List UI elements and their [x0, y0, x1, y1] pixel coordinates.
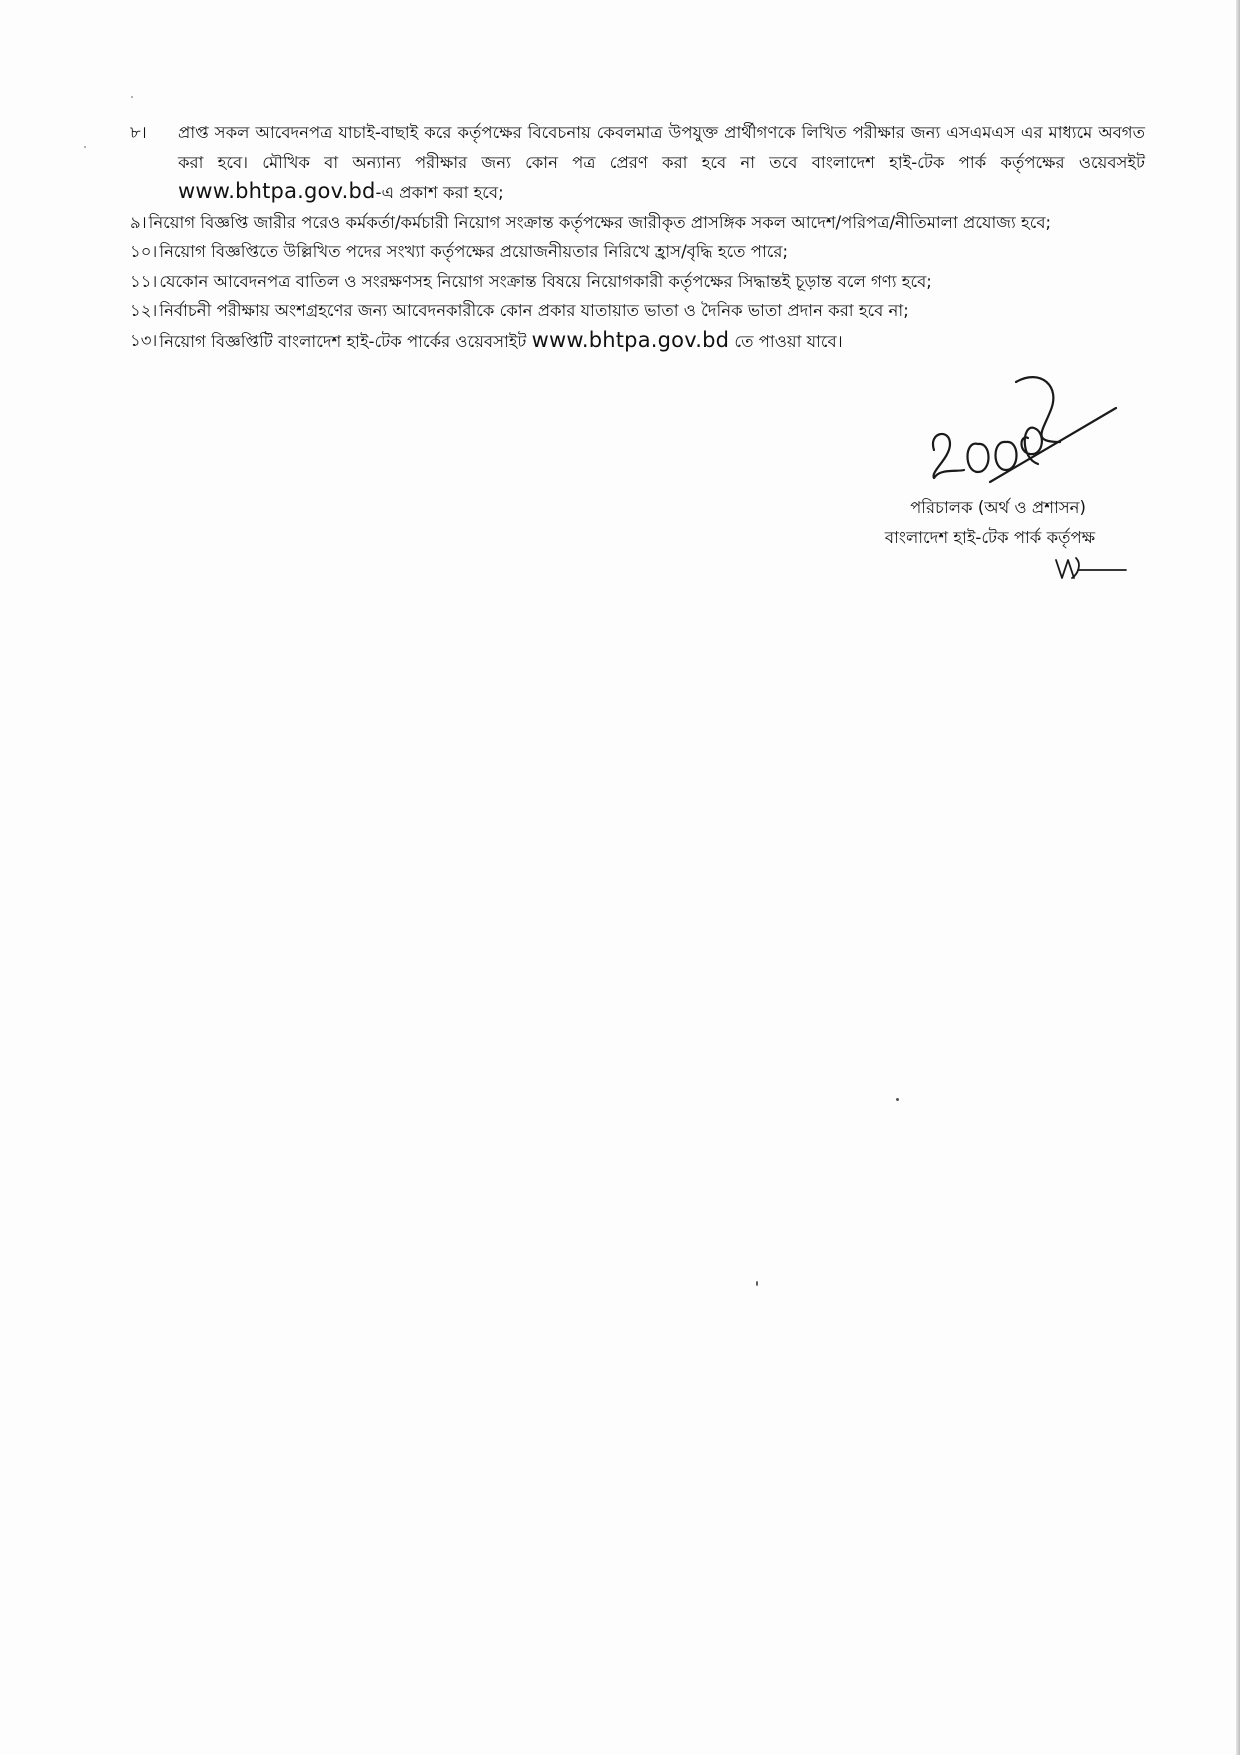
item-number: ১১। — [130, 271, 158, 291]
item-text-main: নিয়োগ বিজ্ঞপ্তিটি বাংলাদেশ হাই-টেক পার্কের ওয়েবসাইট — [159, 331, 532, 351]
item-text: নিয়োগ বিজ্ঞপ্তিতে উল্লিখিত পদের সংখ্যা কর্তৃপক্ষের প্রয়োজনীয়তার নিরিখে হ্রাস/বৃদ্ধি হতে পারে; — [159, 242, 789, 261]
list-item-8 — [130, 118, 1145, 208]
website-url: www.bhtpa.gov.bd — [531, 327, 730, 352]
website-url: www.bhtpa.gov.bd — [178, 179, 376, 203]
item-number: ১২। — [130, 301, 158, 320]
item-text: নিয়োগ বিজ্ঞপ্তি জারীর পরেও কর্মকর্তা/কর্মচারী নিয়োগ সংক্রান্ত কর্তৃপক্ষের জারীকৃত প্রাসঙ্গিক সকল আদেশ/পরিপত্র/নীতিমালা প্রযোজ্য হবে; — [148, 212, 1052, 232]
notice-conditions-list — [130, 118, 1145, 356]
list-item-9 — [130, 208, 1145, 238]
scan-speck — [756, 1281, 758, 1286]
item-text-main: প্রাপ্ত সকল আবেদনপত্র যাচাই-বাছাই করে কর্তৃপক্ষের বিবেচনায় কেবলমাত্র উপযুক্ত প্রার্থীগণকে লিখিত পরীক্ষার জন্য এসএমএস এর মাধ্যমে অবগত করা হবে। মৌখিক বা অন্যান্য পরীক্ষার জন্য কোন পত্র প্রেরণ করা হবে না তবে বাংলাদেশ হাই-টেক পার্ক কর্তৃপক্ষের ওয়েবসইট — [178, 123, 1145, 172]
item-number: ১৩। — [130, 330, 158, 350]
list-item-12 — [130, 296, 1145, 326]
item-number: ১০। — [130, 242, 158, 261]
signatory-organization: বাংলাদেশ হাই-টেক পার্ক কর্তৃপক্ষ — [884, 528, 1096, 547]
item-number: ৯। — [130, 212, 147, 232]
page-edge-shadow — [1236, 0, 1240, 1755]
item-text — [178, 118, 1145, 208]
item-text-tail: -এ প্রকাশ করা হবে; — [375, 183, 504, 202]
list-item-10 — [130, 237, 1145, 267]
item-number: ৮। — [130, 123, 147, 142]
signature-block — [800, 372, 1130, 592]
item-text-tail: তে পাওয়া যাবে। — [729, 331, 843, 351]
signatory-designation: পরিচালক (অর্থ ও প্রশাসন) — [910, 498, 1086, 517]
scan-speck — [131, 96, 133, 98]
handwritten-signature — [920, 372, 1120, 497]
item-text: যেকোন আবেদনপত্র বাতিল ও সংরক্ষণসহ নিয়োগ সংক্রান্ত বিষয়ে নিয়োগকারী কর্তৃপক্ষের সিদ্ধান্তই চূড়ান্ত বলে গণ্য হবে; — [159, 271, 932, 291]
scan-speck — [896, 1098, 899, 1101]
handwritten-initials — [1048, 552, 1128, 588]
list-item-13 — [130, 326, 1145, 357]
item-text: নির্বাচনী পরীক্ষায় অংশগ্রহণের জন্য আবেদনকারীকে কোন প্রকার যাতায়াত ভাতা ও দৈনিক ভাতা প্রদান করা হবে না; — [159, 301, 909, 320]
scan-speck — [84, 146, 86, 148]
list-item-11 — [130, 267, 1145, 297]
item-text — [159, 326, 1145, 357]
